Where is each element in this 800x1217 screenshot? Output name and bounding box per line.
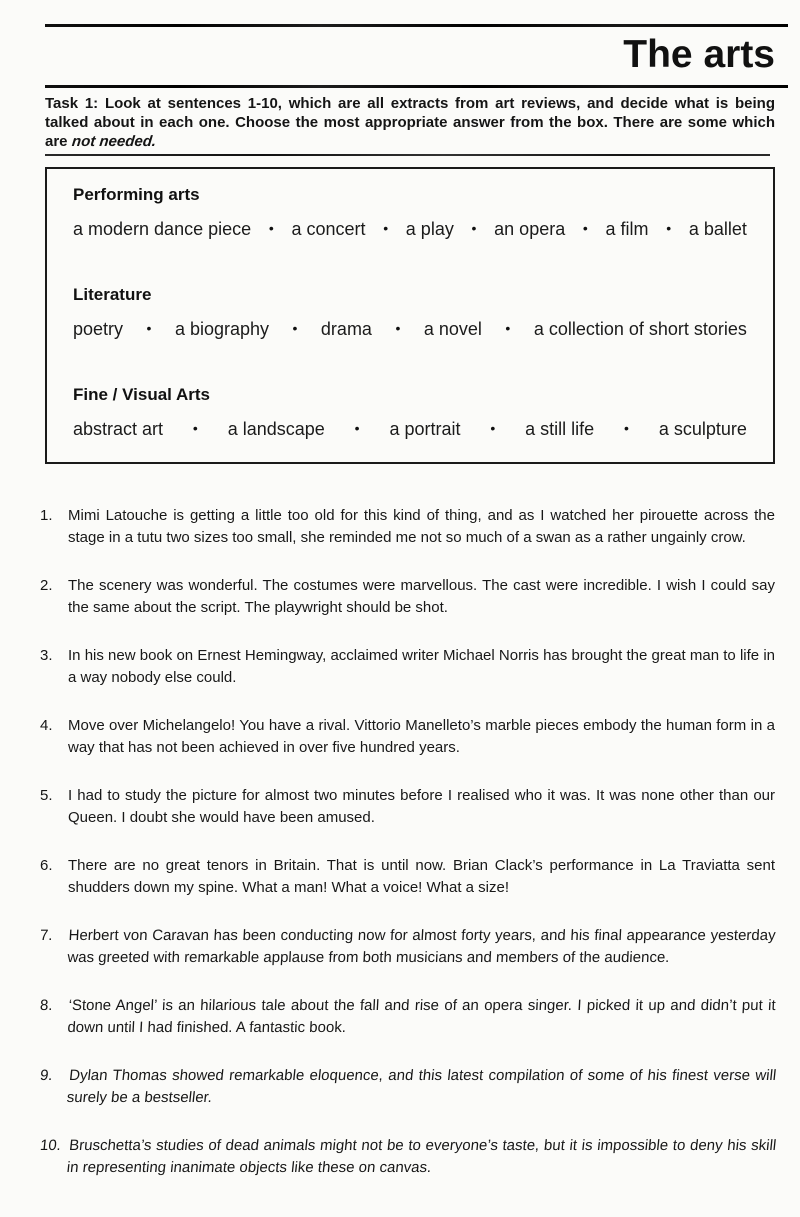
sentence-text: I had to study the picture for almost two minutes before I realised who it was. It was none other than our Queen. I doubt she would have been amused. [68,787,775,826]
answer-option: a novel [423,319,482,339]
answer-option: a play [405,219,454,239]
answer-option: a sculpture [658,419,747,439]
sentence-item-2 [40,575,775,619]
bullet-separator-icon: • [268,220,274,236]
sentence-number: 10. [39,1137,62,1154]
category-terms [73,417,747,443]
sentence-text: Bruschetta’s studies of dead animals might not be to everyone’s taste, but it is impossible to deny his skill in representing inanimate objects like these on canvas. [66,1137,778,1176]
bullet-separator-icon: • [505,320,511,336]
bullet-separator-icon: • [292,320,298,336]
answer-option: a biography [174,319,270,339]
sentence-item-9 [39,1065,778,1109]
bullet-separator-icon: • [395,320,401,336]
task-instruction [45,94,775,151]
category-literature [73,285,747,343]
answer-option: a film [605,219,649,239]
sentence-text: In his new book on Ernest Hemingway, acclaimed writer Michael Norris has brought the great man to life in a way nobody else could. [68,647,775,686]
sentence-text: Dylan Thomas showed remarkable eloquence, and this latest compilation of some of his finest verse will surely be a bestseller. [66,1067,778,1106]
sentence-number: 3. [40,647,53,664]
sentence-text: Herbert von Caravan has been conducting now for almost forty years, and his final appearance yesterday was greeted with remarkable applause from both musicians and members of the audience. [67,927,777,966]
sentence-item-5 [40,785,775,829]
category-terms [73,217,747,243]
sentence-text: Move over Michelangelo! You have a rival. Vittorio Manelleto’s marble pieces embody the human form in a way that has not been achieved in over five hundred years. [68,717,775,756]
sentence-item-10 [39,1135,778,1179]
answer-option: a portrait [389,419,461,439]
sentence-number: 2. [40,577,53,594]
answer-option: a concert [291,219,366,239]
category-fine-visual-arts [73,385,747,443]
sentence-text: ‘Stone Angel’ is an hilarious tale about the fall and rise of an opera singer. I picked it up and didn’t put it down until I had finished. A fantastic book. [67,997,777,1036]
sentence-text: The scenery was wonderful. The costumes were marvellous. The cast were incredible. I wish I could say the same about the script. The playwright should be shot. [68,577,775,616]
bullet-separator-icon: • [383,220,389,236]
sentence-number: 7. [39,927,53,944]
sentence-text: Mimi Latouche is getting a little too old for this kind of thing, and as I watched her pirouette across the stage in a tutu two sizes too small, she reminded me not so much of a swan as a rather ungainly crow. [68,507,775,546]
sentence-number: 8. [39,997,53,1014]
sentence-item-7 [40,925,775,969]
sentence-number: 9. [39,1067,54,1084]
task-instruction-emphasis: not needed. [70,133,157,150]
bullet-separator-icon: • [582,220,588,236]
task-instruction-text: Task 1: Look at sentences 1-10, which are all extracts from art reviews, and decide what is being talked about in each one. Choose the most appropriate answer from the box. There are some which are [45,95,775,150]
answer-option: a collection of short stories [533,319,747,339]
sentence-number: 5. [40,787,53,804]
answer-option: a modern dance piece [73,219,252,239]
sentence-item-8 [40,995,775,1039]
bullet-separator-icon: • [354,420,360,436]
sentence-number: 6. [40,857,53,874]
bullet-separator-icon: • [490,420,496,436]
answer-box [45,167,775,464]
sentence-list [39,505,778,1205]
task-divider-rule [45,154,770,156]
answer-option: an opera [494,219,566,239]
header-top-rule [45,24,788,27]
sentence-text: There are no great tenors in Britain. That is until now. Brian Clack’s performance in La Traviatta sent shudders down my spine. What a man! What a voice! What a size! [68,857,775,896]
category-heading: Performing arts [73,185,200,204]
sentence-item-6 [40,855,775,899]
category-heading: Fine / Visual Arts [73,385,210,404]
sentence-number: 4. [40,717,53,734]
category-heading: Literature [73,285,152,304]
sentence-item-1 [40,505,775,549]
bullet-separator-icon: • [471,220,477,236]
page-title: The arts [623,33,775,76]
bullet-separator-icon: • [146,320,152,336]
answer-option: abstract art [73,419,164,439]
sentence-item-4 [40,715,775,759]
header-bottom-rule [45,85,788,88]
category-terms [73,317,747,343]
answer-option: a ballet [688,219,747,239]
bullet-separator-icon: • [192,420,198,436]
sentence-number: 1. [40,507,53,524]
bullet-separator-icon: • [666,220,672,236]
answer-option: a still life [525,419,595,439]
answer-option: poetry [73,319,124,339]
sentence-item-3 [40,645,775,689]
category-performing-arts [73,185,747,243]
answer-option: a landscape [227,419,325,439]
answer-option: drama [320,319,372,339]
bullet-separator-icon: • [624,420,629,436]
